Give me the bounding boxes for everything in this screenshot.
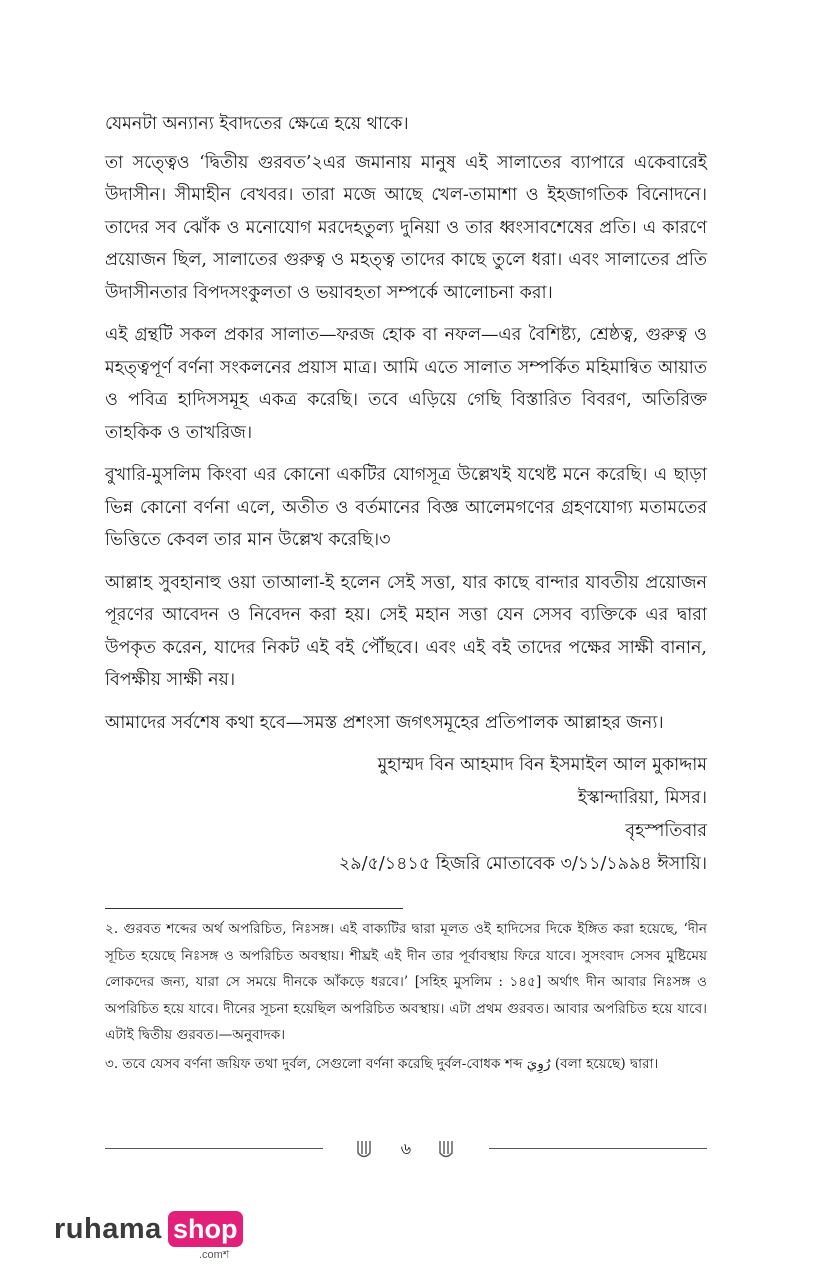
paragraph-1: যেমনটা অন্যান্য ইবাদতের ক্ষেত্রে হয়ে থাকে। (105, 114, 409, 134)
footnote-separator (105, 908, 403, 909)
main-text (105, 108, 707, 881)
paragraph-5: আল্লাহ সুবহানাহু ওয়া তাআলা-ই হলেন সেই সত্তা, যার কাছে বান্দার যাবতীয় প্রয়োজন পূরণের আবেদন ও নিবেদন করা হয়। সেই মহান সত্তা যেন সেসব ব্যক্তিকে এর দ্বারা উপকৃত করেন, যাদের নিকট এই বই পৌঁছবে। এবং এই বই তাদের পক্ষের সাক্ষী বানান, বিপক্ষীয় সাক্ষী নয়। (105, 572, 707, 690)
paragraph-3: এই গ্রন্থটি সকল প্রকার সালাত—ফরজ হোক বা নফল—এর বৈশিষ্ট্য, শ্রেষ্ঠত্ব, গুরুত্ব ও মহত্ত্বপূর্ণ বর্ণনা সংকলনের প্রয়াস মাত্র। আমি এতে সালাত সম্পর্কিত মহিমান্বিত আয়াত ও পবিত্র হাদিসসমূহ একত্র করেছি। তবে এড়িয়ে গেছি বিস্তারিত বিবরণ, অতিরিক্ত তাহকিক ও তাখরিজ। (105, 325, 707, 443)
ornament-icon (438, 1138, 454, 1160)
signature-date: ২৯/৫/১৪১৫ হিজরি মোতাবেক ৩/১১/১৯৯৪ ঈসায়ি। (338, 854, 707, 874)
page-footer (105, 1135, 707, 1165)
paragraph-4: বুখারি-মুসলিম কিংবা এর কোনো একটির যোগসূত্র উল্লেখই যথেষ্ট মনে করেছি। এ ছাড়া ভিন্ন কোনো বর্ণনা এলে, অতীত ও বর্তমানের বিজ্ঞ আলেমগণের গ্রহণযোগ্য মতামতের ভিত্তিতে কেবল তার মান উল্লেখ করেছি।৩ (105, 465, 707, 550)
page-number: ৬ (400, 1139, 412, 1158)
footer-rule-left (105, 1148, 323, 1149)
ornament-icon (356, 1138, 372, 1160)
logo-shop-badge: shop (168, 1211, 243, 1247)
footnote-3: ৩. তবে যেসব বর্ণনা জয়িফ তথা দুর্বল, সেগুলো বর্ণনা করেছি দুর্বল-বোধক শব্দ رُوِيَ (বলা হয়েছে) দ্বারা। (105, 1055, 659, 1072)
paragraph-6: আমাদের সর্বশেষ কথা হবে—সমস্ত প্রশংসা জগৎসমূহের প্রতিপালক আল্লাহর জন্য। (105, 712, 664, 733)
logo-domain: .comশ (199, 1249, 230, 1261)
author-name: মুহাম্মদ বিন আহমাদ বিন ইসমাইল আল মুকাদ্দাম (377, 755, 707, 775)
logo-text: ruhama (54, 1213, 162, 1245)
footnotes (105, 916, 707, 1079)
paragraph-2: তা সত্ত্বেও ‘দ্বিতীয় গুরবত’২এর জমানায় মানুষ এই সালাতের ব্যাপারে একেবারেই উদাসীন। সীমাহীন বেখবর। তারা মজে আছে খেল-তামাশা ও ইহজাগতিক বিনোদনে। তাদের সব ঝোঁক ও মনোযোগ মরদেহতুল্য দুনিয়া ও তার ধ্বংসাবশেষের প্রতি। এ কারণে প্রয়োজন ছিল, সালাতের গুরুত্ব ও মহত্ত্ব তাদের কাছে তুলে ধরা। এবং সালাতের প্রতি উদাসীনতার বিপদসংকুলতা ও ভয়াবহতা সম্পর্কে আলোচনা করা। (105, 152, 707, 303)
author-place: ইস্কান্দারিয়া, মিসর। (577, 788, 707, 808)
footnote-2: ২. গুরবত শব্দের অর্থ অপরিচিত, নিঃসঙ্গ। এই বাক্যটির দ্বারা মূলত ওই হাদিসের দিকে ইঙ্গিত করা হয়েছে, ‘দীন সূচিত হয়েছে নিঃসঙ্গ ও অপরিচিত অবস্থায়। শীঘ্রই এই দীন তার পূর্বাবস্থায় ফিরে যাবে। সুসংবাদ সেসব মুষ্টিমেয় লোকদের জন্য, যারা সে সময়ে দীনকে আঁকড়ে ধরবে।’ [সহিহ মুসলিম : ১৪৫] অর্থাৎ দীন আবার নিঃসঙ্গ ও অপরিচিত হয়ে যাবে। দীনের সূচনা হয়েছিল অপরিচিত অবস্থায়। এটা প্রথম গুরবত। আবার অপরিচিত হয়ে যাবে। এটাই দ্বিতীয় গুরবত।—অনুবাদক। (105, 921, 707, 1043)
footer-rule-right (489, 1148, 707, 1149)
signature-day: বৃহস্পতিবার (625, 821, 707, 841)
